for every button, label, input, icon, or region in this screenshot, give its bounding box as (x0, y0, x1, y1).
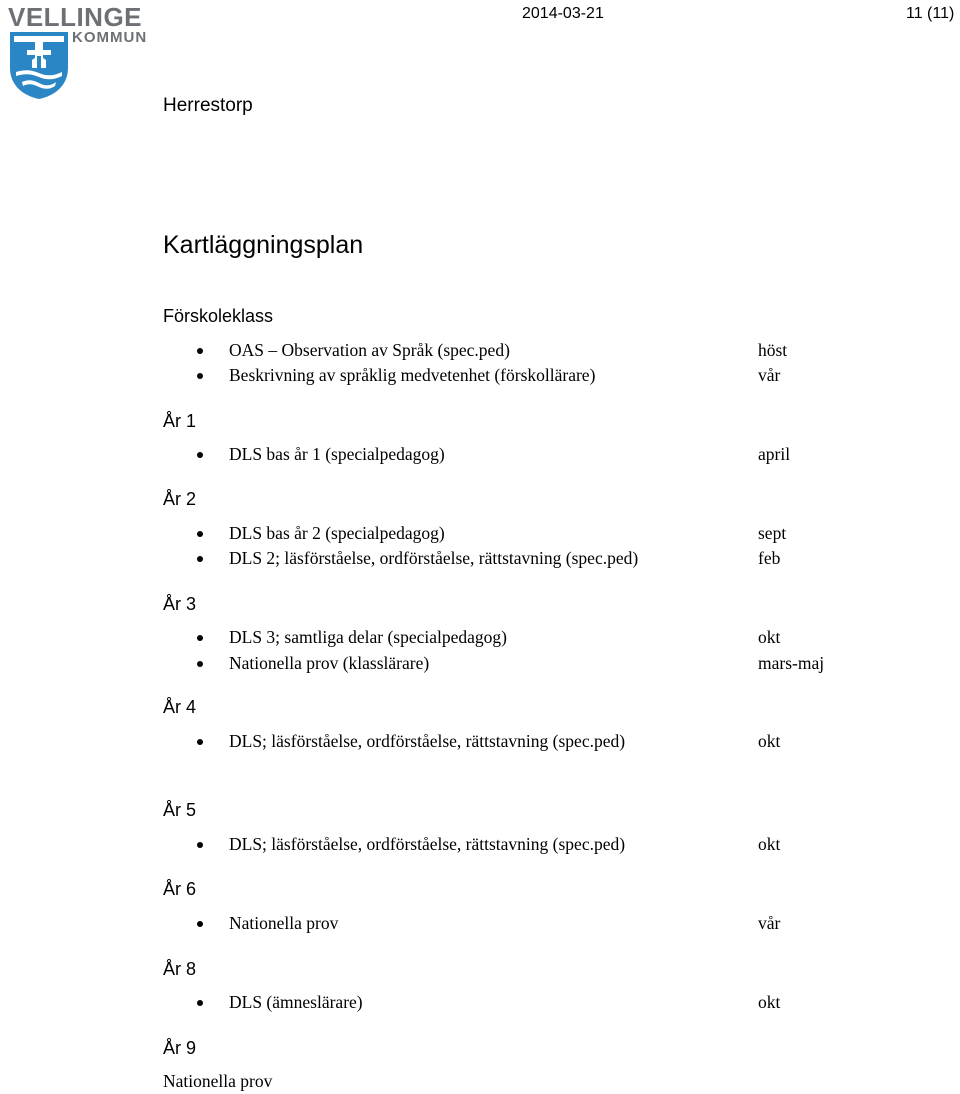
list-item-when: feb (758, 548, 781, 568)
section-label: År 5 (163, 800, 197, 820)
list-item-when: höst (758, 340, 788, 360)
list-item-text: Beskrivning av språklig medvetenhet (förskollärare) (229, 365, 596, 385)
section-label: År 1 (163, 411, 197, 431)
list-item-text: OAS – Observation av Språk (spec.ped) (229, 340, 510, 360)
place-heading: Herrestorp (163, 95, 253, 116)
section-label: År 8 (163, 959, 197, 979)
section-label: År 9 (163, 1038, 197, 1058)
bullet-icon (197, 531, 203, 537)
list-item-text: Nationella prov (klasslärare) (229, 653, 430, 673)
list-item-text: DLS (ämneslärare) (229, 992, 363, 1012)
bullet-icon (197, 373, 203, 379)
list-item-text: DLS; läsförståelse, ordförståelse, rättstavning (spec.ped) (229, 834, 626, 854)
section-label: År 3 (163, 594, 197, 614)
bullet-icon (197, 348, 203, 354)
bullet-icon (197, 452, 203, 458)
section-label: År 6 (163, 879, 197, 899)
list-item-when: vår (758, 913, 781, 933)
list-item-text: DLS bas år 2 (specialpedagog) (229, 523, 445, 543)
vellinge-kommun-logo (8, 4, 168, 100)
page-title: Kartläggningsplan (163, 231, 364, 259)
bullet-icon (197, 635, 203, 641)
section-label: Förskoleklass (163, 306, 274, 326)
coat-of-arms-icon (8, 28, 70, 100)
bullet-icon (197, 661, 203, 667)
list-item-when: okt (758, 627, 781, 647)
bullet-icon (197, 739, 203, 745)
page-number: 11 (11) (906, 5, 955, 22)
list-item-when: sept (758, 523, 787, 543)
final-note: Nationella prov (163, 1071, 273, 1091)
document-date: 2014-03-21 (522, 5, 604, 22)
list-item-text: Nationella prov (229, 913, 339, 933)
list-item-text: DLS 3; samtliga delar (specialpedagog) (229, 627, 507, 647)
list-item-text: DLS 2; läsförståelse, ordförståelse, rättstavning (spec.ped) (229, 548, 639, 568)
list-item-when: okt (758, 834, 781, 854)
section-label: År 4 (163, 697, 197, 717)
logo-text: VELLINGE (8, 2, 143, 32)
section-label: År 2 (163, 489, 197, 509)
bullet-icon (197, 842, 203, 848)
list-item-text: DLS bas år 1 (specialpedagog) (229, 444, 445, 464)
bullet-icon (197, 556, 203, 562)
list-item-when: april (758, 444, 791, 464)
list-item-when: mars-maj (758, 653, 825, 673)
list-item-when: okt (758, 731, 781, 751)
list-item-when: vår (758, 365, 781, 385)
logo-subtext: KOMMUN (72, 29, 148, 46)
list-item-when: okt (758, 992, 781, 1012)
bullet-icon (197, 1000, 203, 1006)
list-item-text: DLS; läsförståelse, ordförståelse, rättstavning (spec.ped) (229, 731, 626, 751)
bullet-icon (197, 921, 203, 927)
